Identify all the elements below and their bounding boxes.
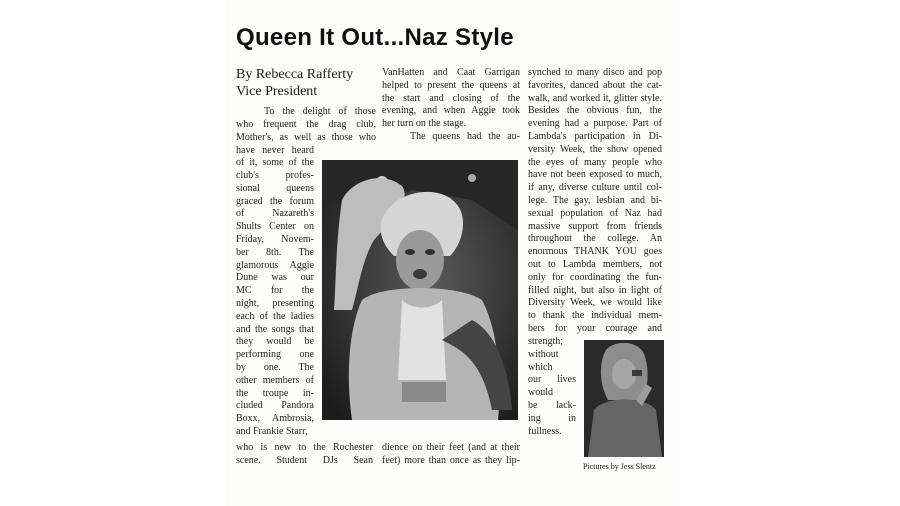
text-line: scene. Student DJs Sean xyxy=(236,454,373,466)
text-line: favorites, danced about the cat- xyxy=(528,79,662,91)
text-line: who is new to the Rochester xyxy=(236,442,373,453)
column-3 xyxy=(528,67,662,336)
text-line: the eyes of many people who xyxy=(528,156,662,168)
text-line: Diversity Week, we would like xyxy=(528,297,662,309)
text-line: sional queens xyxy=(236,182,314,194)
text-line: by one. The xyxy=(236,362,314,374)
text-line: the start and closing of the xyxy=(382,92,520,104)
text-line: cluded Pandora xyxy=(236,400,314,412)
text-line: who frequent the drag club, xyxy=(236,118,376,130)
text-line: feet) more than once as they lip- xyxy=(382,454,520,466)
drag-queen-photo xyxy=(322,160,518,420)
text-line: which xyxy=(528,361,553,373)
column-3-side xyxy=(528,336,576,438)
text-line: club's profes- xyxy=(236,170,314,182)
text-line: night, presenting xyxy=(236,298,314,310)
text-line: dience on their feet (and at their xyxy=(382,442,520,453)
text-line: have never heard xyxy=(236,144,314,156)
text-line: of it, some of the xyxy=(236,157,314,169)
column-1-top xyxy=(236,106,376,144)
text-line: lege. The gay, lesbian and bi- xyxy=(528,194,662,206)
text-line: only for coordinating the fun- xyxy=(528,271,662,283)
text-line: strength; xyxy=(528,336,563,347)
text-line: her turn on the stage. xyxy=(382,118,467,130)
text-line: they would be xyxy=(236,336,314,348)
text-line: Shults Center on xyxy=(236,221,314,233)
drag-queen-photo-illustration xyxy=(322,160,518,420)
text-line: out to Lambda members, not xyxy=(528,258,662,270)
photo-credit: Pictures by Jess Slentz xyxy=(583,462,656,471)
text-line: fullness. xyxy=(528,425,562,437)
text-line: if any, diverse culture until col- xyxy=(528,182,662,194)
text-line: massive support from friends xyxy=(528,220,662,232)
text-line: glamorous Aggie xyxy=(236,259,314,271)
text-line: be lack- xyxy=(528,399,576,411)
text-line: performing one xyxy=(236,349,314,361)
text-line: bers for your courage and xyxy=(528,322,662,334)
text-line: to thank the individual mem- xyxy=(528,310,662,322)
article-headline: Queen It Out...Naz Style xyxy=(236,24,514,51)
byline xyxy=(236,66,353,100)
text-line: graced the forum xyxy=(236,195,314,207)
text-line: and Frankie Starr, xyxy=(236,426,308,438)
text-line: Besides the obvious fun, the xyxy=(528,105,662,117)
text-line: To the delight of those xyxy=(264,106,376,117)
text-line: Boxx, Ambrosia, xyxy=(236,413,314,425)
performer-photo xyxy=(584,340,664,457)
text-line: the troupe in- xyxy=(236,387,314,399)
byline-title: Vice President xyxy=(236,84,318,99)
text-line: ber 8th. The xyxy=(236,246,314,258)
byline-author: By Rebecca Rafferty xyxy=(236,67,354,82)
text-line: Lambda's participation in Di- xyxy=(528,130,662,142)
text-line: evening, and when Aggie took xyxy=(382,105,520,117)
text-line: Mother's, as well as those who xyxy=(236,131,376,143)
text-line: filled night, but also in light of xyxy=(528,284,662,296)
column-2-bottom xyxy=(382,442,520,468)
text-line: each of the ladies xyxy=(236,310,314,322)
text-line: sexual population of Naz had xyxy=(528,207,662,219)
text-line: of Nazareth's xyxy=(236,208,314,220)
text-line: our lives xyxy=(528,374,576,386)
text-line: Friday, Novem- xyxy=(236,234,314,246)
text-line: ing in xyxy=(528,412,576,424)
performer-photo-illustration xyxy=(584,340,664,457)
text-line: throughout the college. An xyxy=(528,233,662,245)
column-1-bottom xyxy=(236,442,373,468)
column-2-top xyxy=(382,67,520,144)
text-line: versity Week, the show opened xyxy=(528,143,662,155)
text-line: enormous THANK YOU goes xyxy=(528,246,662,258)
text-line: MC for the xyxy=(236,285,314,297)
text-line: VanHatten and Caat Garrigan xyxy=(382,67,520,78)
text-line: without xyxy=(528,348,559,360)
text-line: and the songs that xyxy=(236,323,314,335)
column-1-side xyxy=(236,145,314,439)
text-line: have not been exposed to much, xyxy=(528,169,662,181)
text-line: The queens had the au- xyxy=(410,130,520,142)
text-line: would xyxy=(528,387,553,399)
text-line: evening had a purpose. Part of xyxy=(528,118,662,130)
text-line: Dune was our xyxy=(236,272,314,284)
text-line: walk, and worked it, glitter style. xyxy=(528,92,662,104)
text-line: helped to present the queens at xyxy=(382,79,520,91)
text-line: other members of xyxy=(236,374,314,386)
text-line: synched to many disco and pop xyxy=(528,67,662,78)
